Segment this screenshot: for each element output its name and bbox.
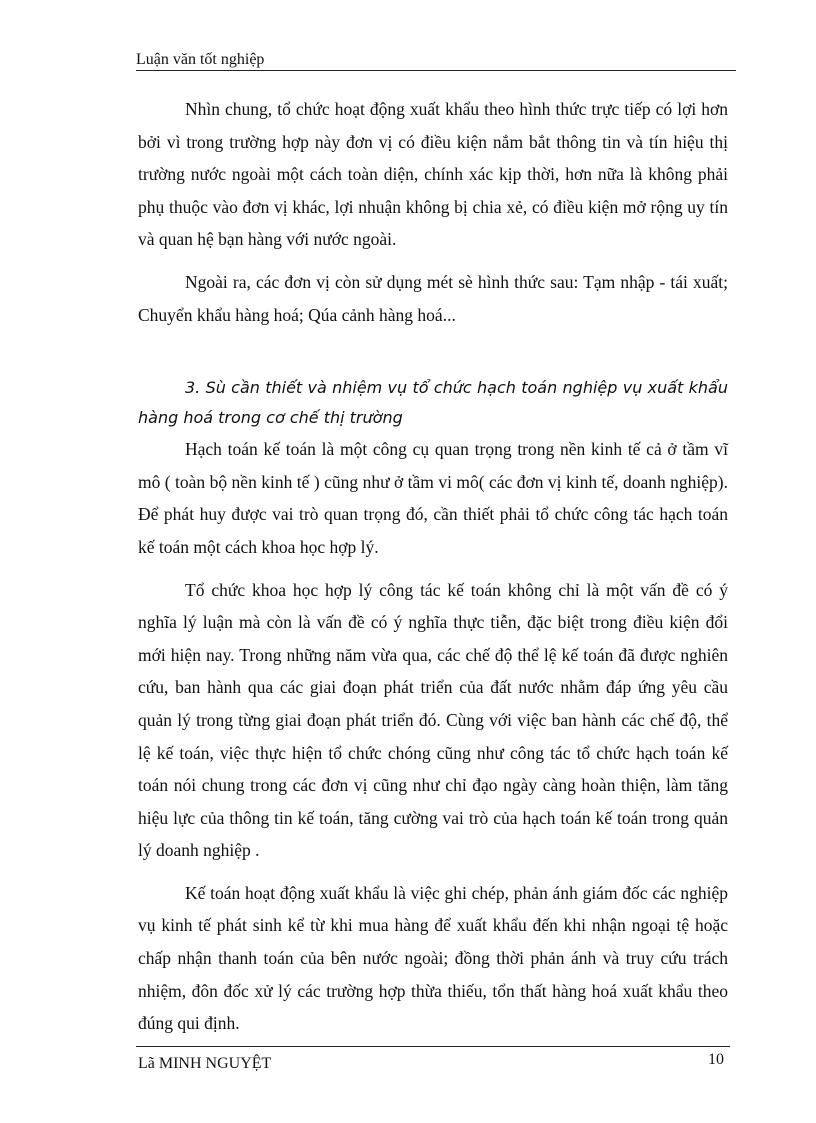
page-body (138, 93, 728, 1040)
footer-divider (136, 1046, 730, 1047)
paragraph-export-accounting: Kế toán hoạt động xuất khẩu là việc ghi chép, phản ánh giám đốc các nghiệp vụ kinh tế phát sinh kể từ khi mua hàng để xuất khẩu đến khi nhận ngoại tệ hoặc chấp nhận thanh toán của bên nước ngoài; đồng thời phản ánh và truy cứu trách nhiệm, đôn đốc xử lý các trường hợp thừa thiếu, tổn thất hàng hoá xuất khẩu theo đúng qui định. (138, 882, 728, 1034)
paragraph-accounting-role: Hạch toán kế toán là một công cụ quan trọng trong nền kinh tế cả ở tầm vĩ mô ( toàn bộ nền kinh tế ) cũng như ở tầm vi mô( các đơn vị kinh tế, doanh nghiệp). Để phát huy được vai trò quan trọng đó, cần thiết phải tổ chức công tác hạch toán kế toán một cách khoa học hợp lý. (138, 439, 728, 557)
paragraph-accounting-organization: Tổ chức khoa học hợp lý công tác kế toán không chỉ là một vấn đề có ý nghĩa lý luận mà còn là vấn đề có ý nghĩa thực tiễn, đặc biệt trong điều kiện đổi mới hiện nay. Trong những năm vừa qua, các chế độ thể lệ kế toán đã được nghiên cứu, ban hành qua các giai đoạn phát triển của đất nước nhằm đáp ứng yêu cầu quản lý trong từng giai đoạn phát triển đó. Cùng với việc ban hành các chế độ, thể lệ kế toán, việc thực hiện tổ chức chóng cũng như công tác tổ chức hạch toán kế toán nói chung trong các đơn vị cũng như chỉ đạo ngày càng hoàn thiện, làm tăng hiệu lực của thông tin kế toán, tăng cường vai trò của hạch toán kế toán trong quản lý doanh nghiệp . (138, 579, 728, 861)
running-header (136, 50, 736, 71)
section-heading: 3. Sù cần thiết và nhiệm vụ tổ chức hạch toán nghiệp vụ xuất khẩu hàng hoá trong cơ chế thị trường (138, 378, 728, 428)
paragraph-direct-export-summary: Nhìn chung, tổ chức hoạt động xuất khẩu theo hình thức trực tiếp có lợi hơn bởi vì trong trường hợp này đơn vị có điều kiện nắm bắt thông tin và tín hiệu thị trường nước ngoài một cách toàn diện, chính xác kịp thời, hơn nữa là không phải phụ thuộc vào đơn vị khác, lợi nhuận không bị chia xẻ, có điều kiện mở rộng uy tín và quan hệ bạn hàng với nước ngoài. (138, 99, 728, 250)
page-number: 10 (708, 1051, 724, 1068)
paragraph-other-forms: Ngoài ra, các đơn vị còn sử dụng mét sè hình thức sau: Tạm nhập - tái xuất; Chuyển khẩu hàng hoá; Qúa cảnh hàng hoá... (138, 271, 728, 325)
header-title: Luận văn tốt nghiệp (136, 51, 265, 68)
footer-author: Lã MINH NGUYỆT (138, 1055, 272, 1072)
